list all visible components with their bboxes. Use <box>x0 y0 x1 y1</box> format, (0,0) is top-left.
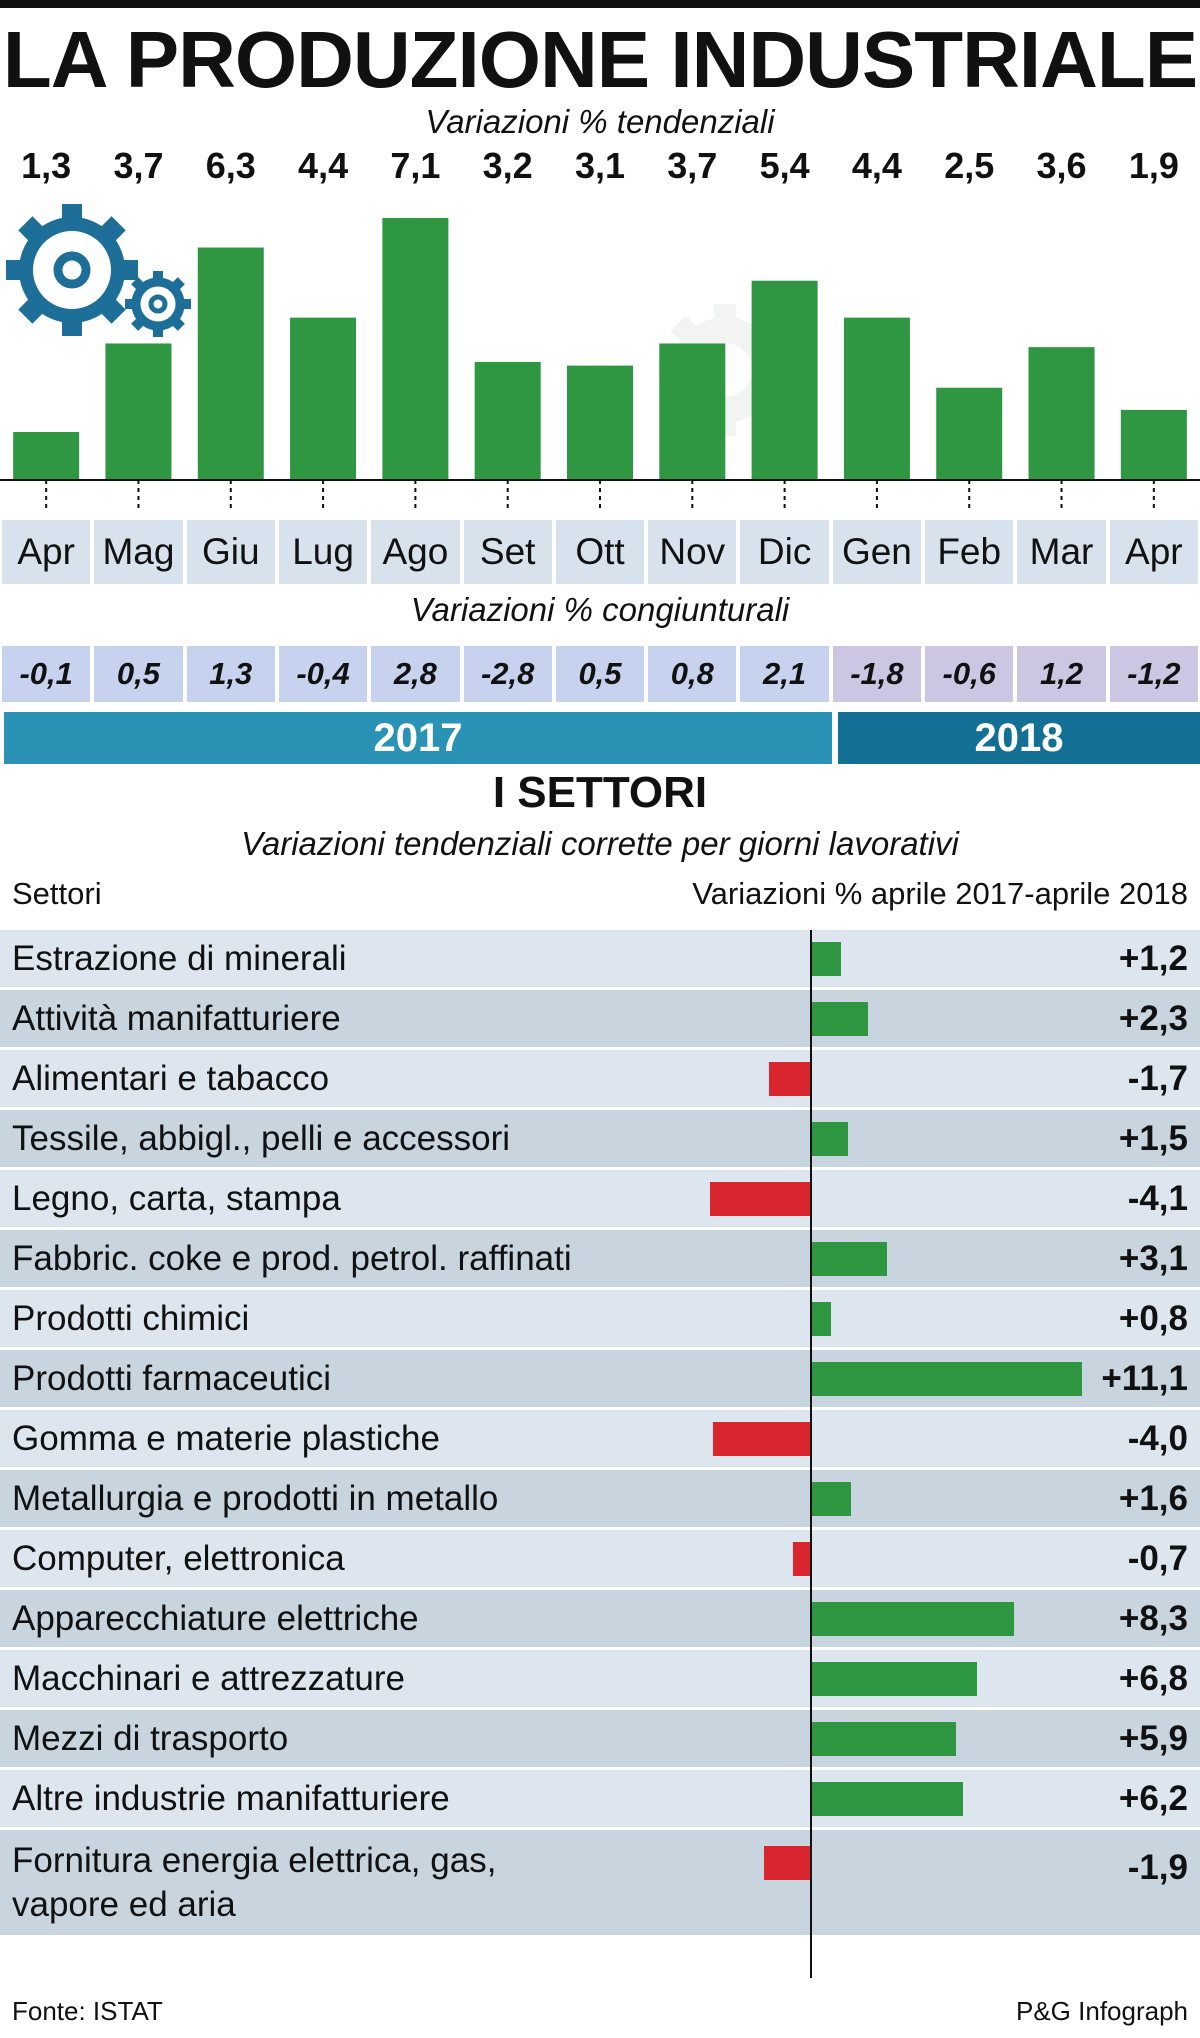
sector-bar-positive <box>812 1122 848 1156</box>
month-label: Apr <box>2 520 90 584</box>
sector-name: Apparecchiature elettriche <box>12 1598 419 1638</box>
bar-giu-2 <box>198 248 264 480</box>
bar-ago-4 <box>382 218 448 480</box>
month-label: Dic <box>740 520 828 584</box>
sector-value: -1,9 <box>1127 1848 1188 1887</box>
sector-row <box>0 1590 1200 1647</box>
sector-name: Legno, carta, stampa <box>12 1178 341 1218</box>
bar-apr-12 <box>1121 410 1187 480</box>
sector-value: +2,3 <box>1118 998 1188 1038</box>
sector-value: +6,8 <box>1118 1658 1188 1698</box>
year-band-2017: 2017 <box>4 712 832 764</box>
sector-bar-positive <box>812 1482 851 1516</box>
month-label: Ago <box>371 520 459 584</box>
bar-feb-10 <box>936 388 1002 480</box>
sector-bar-negative <box>764 1846 810 1880</box>
bar-value-label: 2,5 <box>944 145 995 186</box>
sector-name: Prodotti chimici <box>12 1298 250 1338</box>
congiunturale-value: 2,1 <box>740 646 828 702</box>
sector-row <box>0 1410 1200 1467</box>
congiunturale-value: 0,5 <box>94 646 182 702</box>
bar-value-label: 3,7 <box>667 145 718 186</box>
sector-row <box>0 1350 1200 1407</box>
sector-name: Estrazione di minerali <box>12 938 347 978</box>
bar-value-label: 5,4 <box>759 145 810 186</box>
sector-row <box>0 1650 1200 1707</box>
sector-name: Prodotti farmaceutici <box>12 1358 332 1398</box>
sector-bar-negative <box>713 1422 810 1456</box>
month-label: Mar <box>1017 520 1105 584</box>
bar-value-label: 3,1 <box>574 145 626 186</box>
sector-row <box>0 1290 1200 1347</box>
congiunturale-value: 0,8 <box>648 646 736 702</box>
sector-bar-negative <box>769 1062 810 1096</box>
sector-row <box>0 1050 1200 1107</box>
sector-bar-positive <box>812 1362 1082 1396</box>
bar-value-label: 3,2 <box>482 145 533 186</box>
sector-value: +11,1 <box>1101 1358 1188 1398</box>
sector-bar-positive <box>812 1662 977 1696</box>
sector-name: Altre industrie manifatturiere <box>12 1778 450 1818</box>
year-band-2018: 2018 <box>838 712 1200 764</box>
sector-bar-positive <box>812 942 841 976</box>
bar-value-label: 1,3 <box>21 145 72 186</box>
month-label: Nov <box>648 520 736 584</box>
sectors-zero-axis <box>810 930 812 1978</box>
congiunturale-value: -0,4 <box>279 646 367 702</box>
monthly-bar-chart <box>0 140 1200 516</box>
congiunturale-value: -2,8 <box>464 646 552 702</box>
sector-row <box>0 1770 1200 1827</box>
page-title: LA PRODUZIONE INDUSTRIALE <box>2 15 1198 104</box>
bar-value-label: 7,1 <box>390 145 441 186</box>
sector-name: Fornitura energia elettrica, gas, vapore ed aria <box>12 1840 497 1924</box>
bar-value-label: 6,3 <box>205 145 256 186</box>
congiunturale-value: -1,8 <box>833 646 921 702</box>
bar-ott-6 <box>567 366 633 480</box>
sector-name: Gomma e materie plastiche <box>12 1418 440 1458</box>
col-header-settori: Settori <box>12 876 102 911</box>
sector-row <box>0 1710 1200 1767</box>
bar-value-label: 3,7 <box>113 145 164 186</box>
sector-name: Fabbric. coke e prod. petrol. raffinati <box>12 1238 572 1278</box>
credit-note: P&G Infograph <box>1016 1996 1188 2026</box>
sector-value: +1,6 <box>1118 1478 1188 1518</box>
sector-value: +0,8 <box>1118 1298 1188 1338</box>
month-label: Lug <box>279 520 367 584</box>
source-note: Fonte: ISTAT <box>12 1996 163 2026</box>
congiunturale-value: -0,1 <box>2 646 90 702</box>
subtitle-congiunturali: Variazioni % congiunturali <box>410 591 790 628</box>
sector-row <box>0 930 1200 987</box>
congiunturale-value: -1,2 <box>1110 646 1198 702</box>
sector-value: -1,7 <box>1127 1058 1188 1098</box>
sector-value: -0,7 <box>1127 1538 1188 1578</box>
bar-dic-8 <box>752 281 818 480</box>
bar-value-label: 1,9 <box>1128 145 1179 186</box>
bar-value-label: 4,4 <box>851 145 902 186</box>
sector-name: Metallurgia e prodotti in metallo <box>12 1478 499 1518</box>
sector-bar-positive <box>812 1242 887 1276</box>
sector-row <box>0 1830 1200 1935</box>
sector-bar-positive <box>812 1722 956 1756</box>
month-label: Giu <box>187 520 275 584</box>
sector-row <box>0 1170 1200 1227</box>
sector-bar-positive <box>812 1302 831 1336</box>
sector-bar-negative <box>793 1542 810 1576</box>
sector-value: -4,1 <box>1127 1178 1188 1218</box>
bar-nov-7 <box>659 343 725 480</box>
sector-bar-positive <box>812 1602 1014 1636</box>
congiunturale-value: 1,3 <box>187 646 275 702</box>
month-label: Apr <box>1110 520 1198 584</box>
sector-name: Tessile, abbigl., pelli e accessori <box>12 1118 511 1158</box>
congiunturale-value: 2,8 <box>371 646 459 702</box>
sector-row <box>0 1230 1200 1287</box>
bar-value-label: 3,6 <box>1036 145 1087 186</box>
sector-value: +8,3 <box>1118 1598 1188 1638</box>
sector-bar-negative <box>710 1182 810 1216</box>
sector-bar-positive <box>812 1782 963 1816</box>
sector-row <box>0 990 1200 1047</box>
month-label: Ott <box>556 520 644 584</box>
congiunturale-value: 1,2 <box>1017 646 1105 702</box>
month-label: Mag <box>94 520 182 584</box>
month-label: Set <box>464 520 552 584</box>
bar-gen-9 <box>844 318 910 480</box>
sector-row <box>0 1530 1200 1587</box>
sector-name: Computer, elettronica <box>12 1538 345 1578</box>
month-row <box>0 520 1200 584</box>
sector-name: Alimentari e tabacco <box>12 1058 330 1098</box>
subtitle-tendenziali: Variazioni % tendenziali <box>425 103 775 140</box>
sector-name: Mezzi di trasporto <box>12 1718 289 1758</box>
sector-value: +1,2 <box>1118 938 1188 978</box>
month-label: Feb <box>925 520 1013 584</box>
sector-value: +6,2 <box>1118 1778 1188 1818</box>
bar-apr-0 <box>13 432 79 480</box>
sectors-subtitle: Variazioni tendenziali corrette per giorni lavorativi <box>241 825 959 862</box>
sector-name: Macchinari e attrezzature <box>12 1658 405 1698</box>
bar-mag-1 <box>105 343 171 480</box>
bar-set-5 <box>475 362 541 480</box>
sector-value: +5,9 <box>1118 1718 1188 1758</box>
sector-row <box>0 1470 1200 1527</box>
bar-mar-11 <box>1029 347 1095 480</box>
bar-value-label: 4,4 <box>298 145 349 186</box>
month-label: Gen <box>833 520 921 584</box>
sectors-title: I SETTORI <box>492 768 708 817</box>
sector-value: +3,1 <box>1118 1238 1188 1278</box>
bar-lug-3 <box>290 318 356 480</box>
sector-row <box>0 1110 1200 1167</box>
col-header-variazioni: Variazioni % aprile 2017-aprile 2018 <box>692 876 1188 911</box>
sector-value: +1,5 <box>1118 1118 1188 1158</box>
sector-name: Attività manifatturiere <box>12 998 341 1038</box>
sector-bar-positive <box>812 1002 868 1036</box>
congiunturali-row <box>0 646 1200 702</box>
sector-value: -4,0 <box>1127 1418 1188 1458</box>
congiunturale-value: 0,5 <box>556 646 644 702</box>
top-rule <box>0 0 1200 8</box>
congiunturale-value: -0,6 <box>925 646 1013 702</box>
